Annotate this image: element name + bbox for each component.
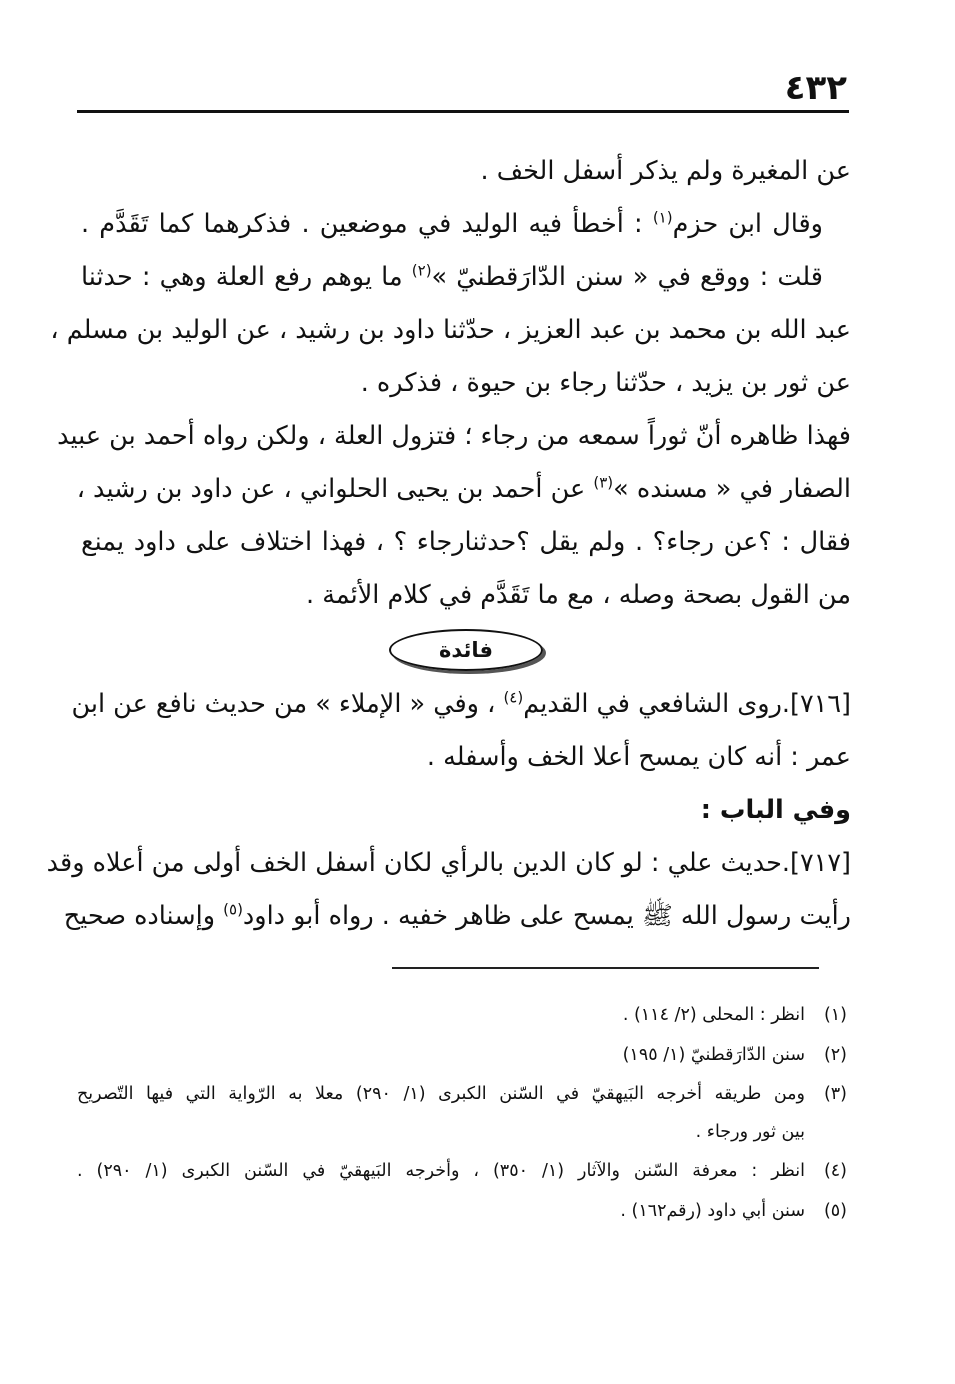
text-segment: : أخطأ فيه الوليد في موضعين . فذكرهما كما تَقَدَّم . bbox=[81, 209, 653, 239]
text-line bbox=[81, 251, 851, 304]
text-line bbox=[63, 890, 851, 943]
footnote-ref[interactable]: (٢) bbox=[411, 261, 432, 280]
footnote-rule bbox=[392, 967, 819, 969]
footnote-text bbox=[77, 1075, 805, 1151]
text-segment: [٧١٦].روى الشافعي في القديم bbox=[523, 689, 851, 719]
text-segment: عن أحمد بن يحيى الحلواني ، عن داود بن رشيد ، bbox=[76, 474, 594, 504]
footnote-item bbox=[77, 1191, 847, 1231]
page-number: ٤٣٢ bbox=[784, 68, 847, 108]
section-badge-row bbox=[81, 622, 851, 678]
footnote-line: بين ثور ورجاء . bbox=[695, 1122, 805, 1142]
footnote-item bbox=[77, 1075, 847, 1151]
text-line bbox=[71, 678, 851, 731]
text-segment: قلت : ووقع في « سنن الدّارَقطنيّ » bbox=[431, 262, 823, 292]
text-line: عمر : أنه كان يمسح أعلا الخف وأسفله . bbox=[426, 742, 851, 772]
footnote-number: (٥) bbox=[823, 1201, 847, 1221]
text-segment: وإسناده صحيح bbox=[63, 901, 224, 931]
text-segment: رأيت رسول الله ﷺ يمسح على ظاهر خفيه . رواه أبو داود bbox=[242, 901, 851, 931]
text-segment: الصفار في « مسنده » bbox=[613, 474, 851, 504]
text-line: [٧١٧].حديث علي : لو كان الدين بالرأي لكان أسفل الخف أولى من أعلاه وقد bbox=[46, 848, 851, 878]
footnote-number: (٣) bbox=[823, 1084, 847, 1104]
footnote-ref[interactable]: (٤) bbox=[503, 688, 524, 707]
text-line: من القول بصحة وصله ، مع ما تَقَدَّم في كلام الأئمة . bbox=[305, 580, 851, 610]
footnote-line: انظر : المحلى (٢/ ١١٤) . bbox=[622, 1005, 805, 1025]
footnote-line: ومن طريقه أخرجه البَيهقيّ في السّنن الكبرى (١/ ٢٩٠) معلا به الرّواية التي فيها التّصريح bbox=[77, 1084, 805, 1104]
main-text bbox=[46, 145, 851, 943]
footnote-text bbox=[77, 1035, 805, 1075]
footnote-line: انظر : معرفة السّنن والآثار (١/ ٣٥٠) ، وأخرجه البَيهقيّ في السّنن الكبرى (١/ ٢٩٠) . bbox=[77, 1161, 806, 1181]
footnote-line: سنن أبي داود (رقم١٦٢) . bbox=[620, 1201, 805, 1221]
text-line: عبد الله بن محمد بن عبد العزيز ، حدّثنا داود بن رشيد ، عن الوليد بن مسلم ، bbox=[50, 315, 851, 345]
text-line: فهذا ظاهره أنّ ثوراً سمعه من رجاء ؛ فتزول العلة ، ولكن رواه أحمد بن عبيد bbox=[57, 421, 851, 451]
text-line: عن المغيرة ولم يذكر أسفل الخف . bbox=[480, 156, 851, 186]
footnotes bbox=[77, 995, 847, 1231]
text-line bbox=[76, 463, 851, 516]
footnote-ref[interactable]: (٣) bbox=[593, 473, 614, 492]
footnote-item bbox=[77, 1151, 847, 1191]
footnote-number: (٢) bbox=[823, 1045, 847, 1065]
text-segment: ، وفي « الإملاء » من حديث نافع عن ابن bbox=[71, 689, 504, 719]
footnote-number: (١) bbox=[823, 1005, 847, 1025]
footnote-text bbox=[77, 1151, 805, 1191]
footnote-text bbox=[77, 1191, 805, 1231]
footnote-text bbox=[77, 995, 805, 1035]
footnote-number: (٤) bbox=[823, 1161, 847, 1181]
text-line: فقال : ؟عن رجاء؟ . ولم يقل ؟حدثنارجاء ؟ ، فهذا اختلاف على داود يمنع bbox=[81, 527, 851, 557]
footnote-item bbox=[77, 1035, 847, 1075]
text-line bbox=[81, 198, 851, 251]
section-badge: فائدة bbox=[389, 629, 543, 671]
text-segment: وقال ابن حزم bbox=[672, 209, 823, 239]
footnote-ref[interactable]: (٥) bbox=[223, 900, 243, 919]
header-rule bbox=[77, 110, 849, 113]
footnote-item bbox=[77, 995, 847, 1035]
footnote-line: سنن الدّارَقطنيّ (١/ ١٩٥) bbox=[622, 1045, 805, 1065]
text-segment: ما يوهم رفع العلة وهي : حدثنا bbox=[81, 262, 412, 292]
text-line: عن ثور بن يزيد ، حدّثنا رجاء بن حيوة ، فذكره . bbox=[360, 368, 851, 398]
section-heading: وفي الباب : bbox=[700, 795, 851, 825]
footnote-ref[interactable]: (١) bbox=[652, 208, 673, 227]
